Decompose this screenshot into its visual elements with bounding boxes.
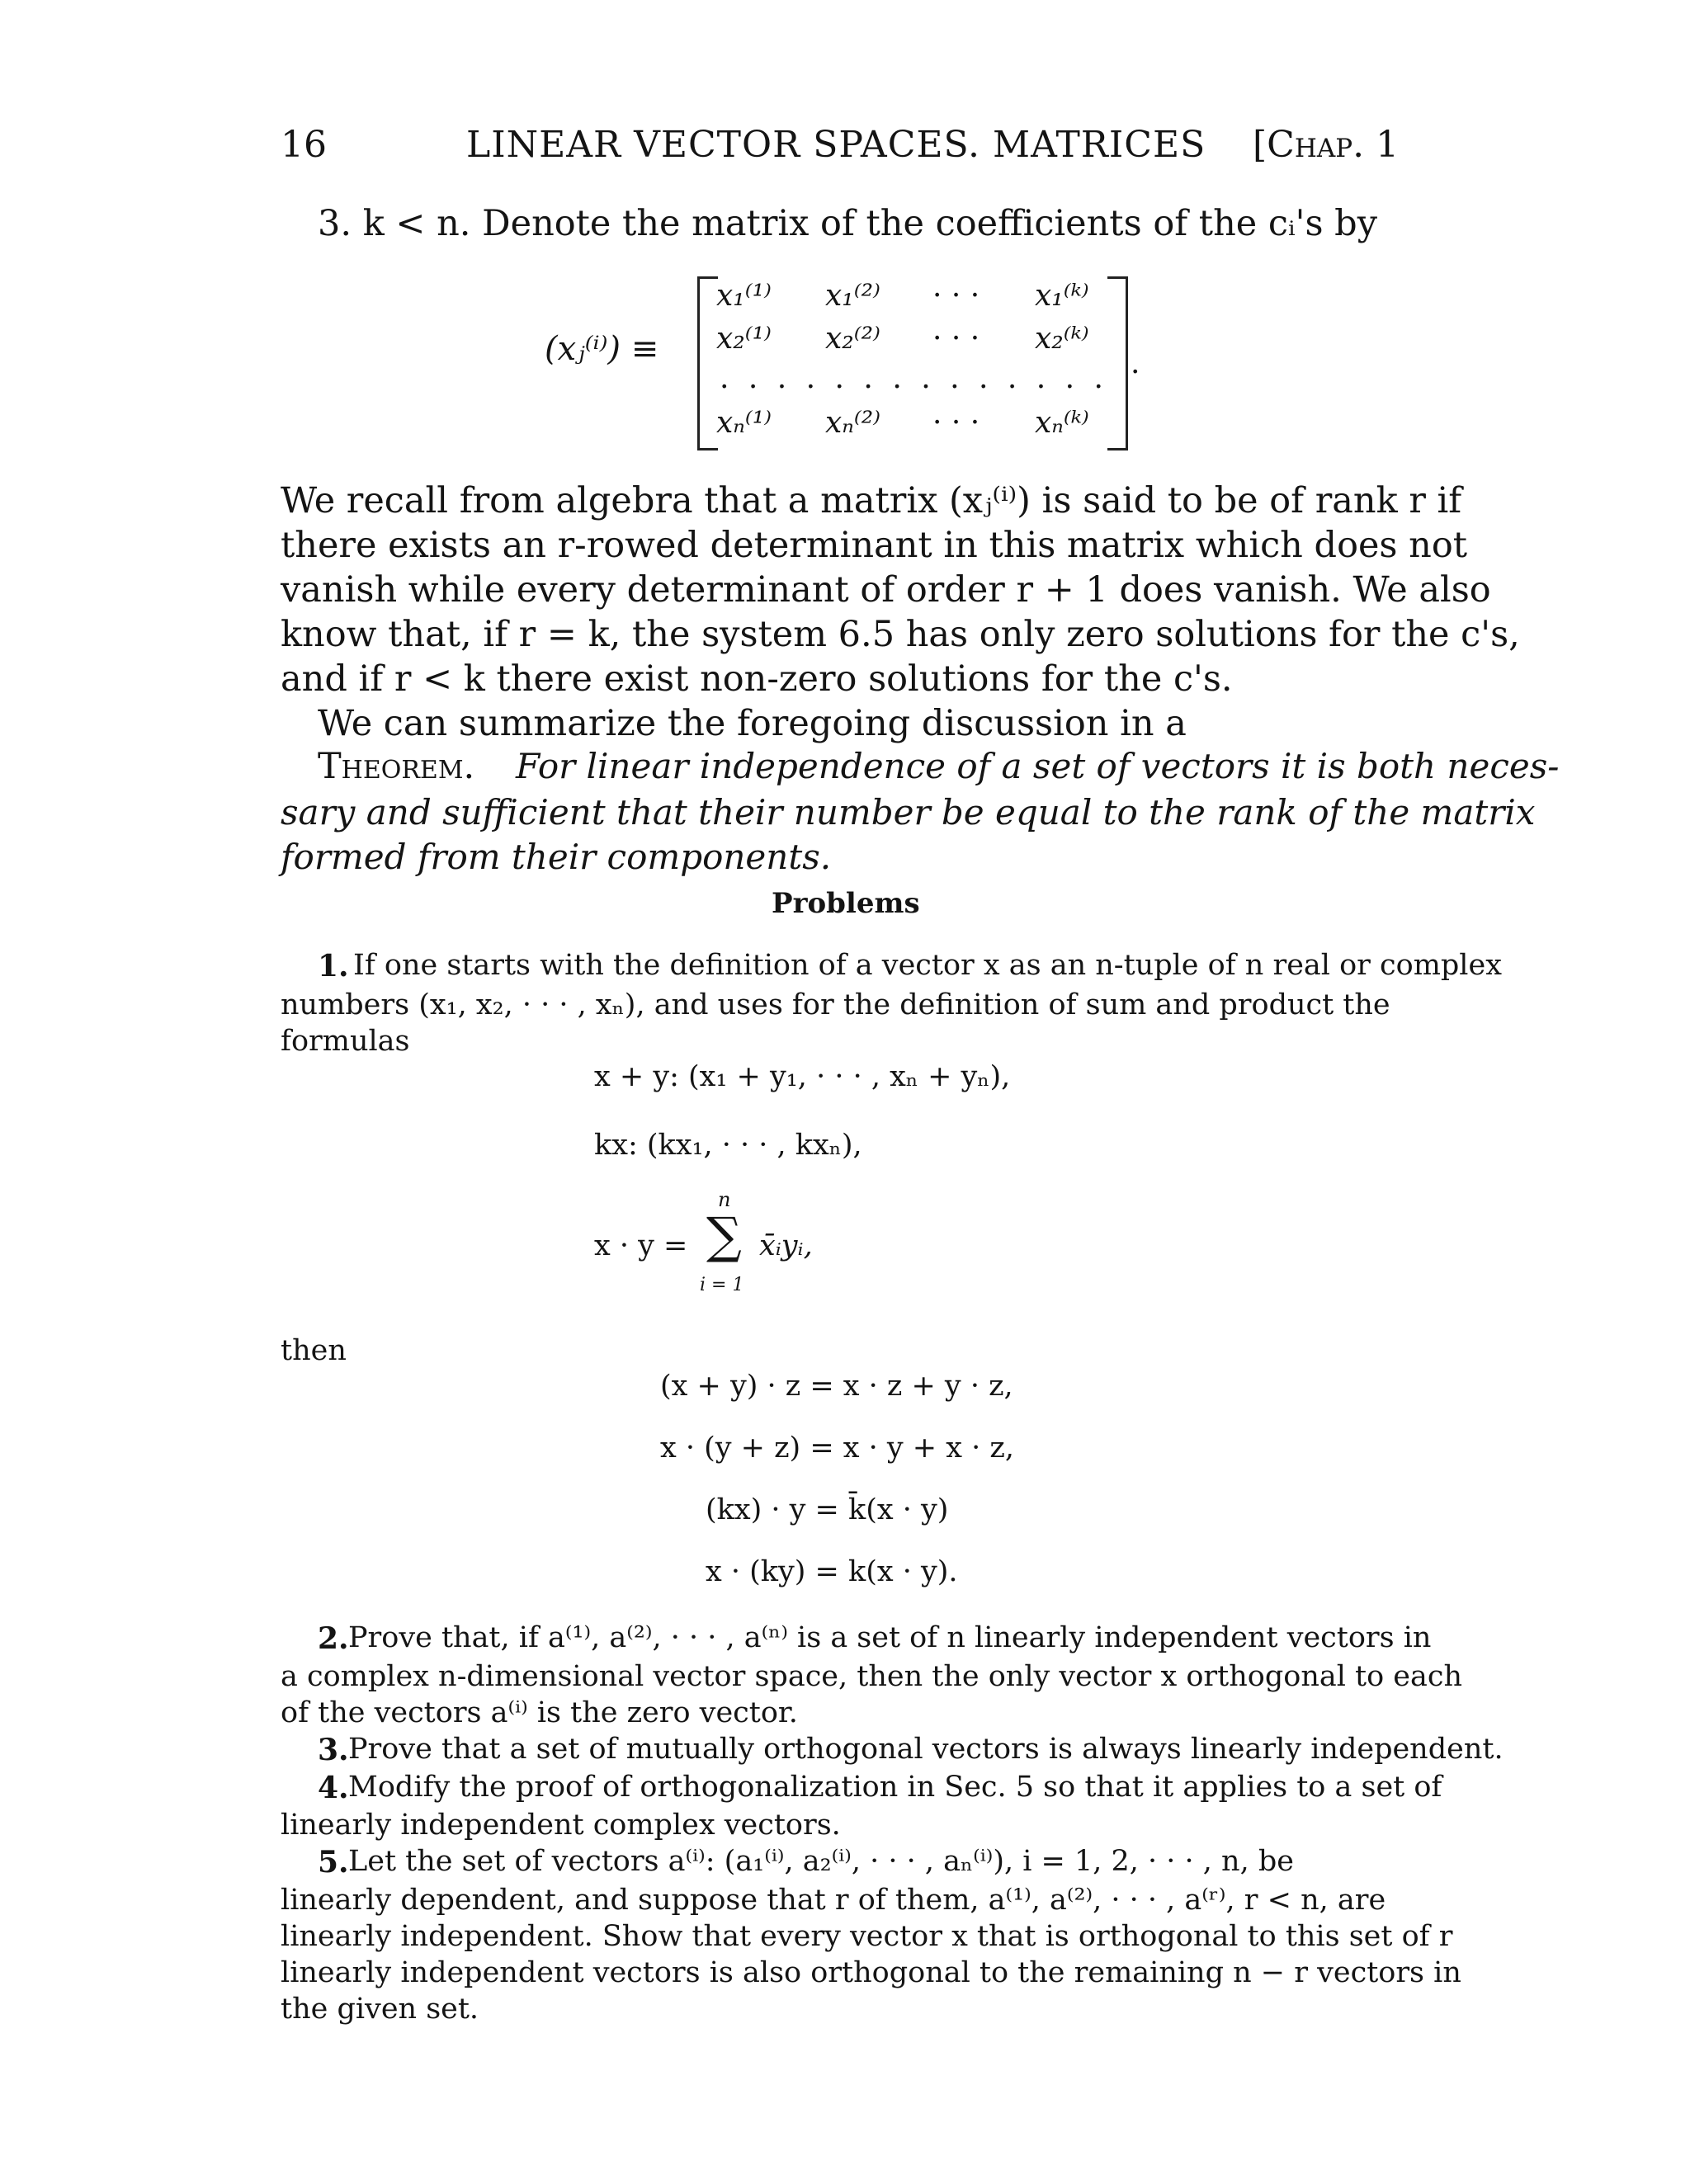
formula-scalar-definition: kx: (kx₁, · · · , kxₙ), bbox=[594, 1129, 862, 1162]
matrix-cell: x₁⁽¹⁾ bbox=[716, 279, 772, 313]
text-line: linearly independent vectors is also orthogonal to the remaining n − r vectors in bbox=[281, 1956, 1461, 1989]
text-line: Let the set of vectors a⁽ⁱ⁾: (a₁⁽ⁱ⁾, a₂⁽ⁱ⁾, · · · , aₙ⁽ⁱ⁾), i = 1, 2, · · · , n, be bbox=[348, 1845, 1294, 1878]
formula-sum-definition: x + y: (x₁ + y₁, · · · , xₙ + yₙ), bbox=[594, 1060, 1011, 1093]
text-line: there exists an r-rowed determinant in this matrix which does not bbox=[281, 525, 1468, 566]
problems-heading: Problems bbox=[772, 887, 920, 920]
matrix-cell: xₙ⁽²⁾ bbox=[825, 406, 881, 440]
sum-lower-limit: i = 1 bbox=[700, 1275, 744, 1295]
text-line: linearly dependent, and suppose that r of them, a⁽¹⁾, a⁽²⁾, · · · , a⁽ʳ⁾, r < n, are bbox=[281, 1884, 1386, 1917]
problem-number: 1. bbox=[318, 949, 349, 984]
problem-number: 5. bbox=[318, 1845, 349, 1880]
text-line: We recall from algebra that a matrix (xⱼ⁽ⁱ⁾) is said to be of rank r if bbox=[281, 480, 1462, 521]
text-line: If one starts with the definition of a vector x as an n-tuple of n real or complex bbox=[353, 949, 1502, 982]
theorem-line: sary and sufficient that their number be equal to the rank of the matrix bbox=[281, 792, 1536, 833]
theorem-line: For linear independence of a set of vectors it is both neces- bbox=[516, 746, 1560, 786]
matrix-cell: xₙ⁽ᵏ⁾ bbox=[1035, 406, 1089, 440]
result-formula: x · (ky) = k(x · y). bbox=[706, 1555, 958, 1588]
result-formula: (x + y) · z = x · z + y · z, bbox=[660, 1370, 1013, 1403]
text-line: a complex n-dimensional vector space, then the only vector x orthogonal to each bbox=[281, 1660, 1463, 1693]
text-line: Prove that a set of mutually orthogonal vectors is always linearly independent. bbox=[348, 1733, 1504, 1766]
problem-number: 2. bbox=[318, 1621, 349, 1656]
matrix-cell: x₁⁽²⁾ bbox=[825, 279, 880, 313]
text-line: vanish while every determinant of order r + 1 does vanish. We also bbox=[281, 569, 1491, 611]
text-line: know that, if r = k, the system 6.5 has only zero solutions for the c's, bbox=[281, 614, 1520, 655]
matrix-cell: x₂⁽¹⁾ bbox=[716, 322, 772, 356]
problem-number: 4. bbox=[318, 1771, 349, 1805]
running-title: LINEAR VECTOR SPACES. MATRICES bbox=[466, 124, 1206, 166]
text-line: Modify the proof of orthogonalization in Sec. 5 so that it applies to a set of bbox=[348, 1771, 1442, 1804]
matrix-cell: x₂⁽²⁾ bbox=[825, 322, 880, 356]
text-line: and if r < k there exist non-zero solutions for the c's. bbox=[281, 658, 1233, 700]
matrix-cell: x₁⁽ᵏ⁾ bbox=[1035, 279, 1089, 313]
case3-intro: 3. k < n. Denote the matrix of the coefficients of the cᵢ's by bbox=[318, 203, 1377, 244]
matrix-cell: x₂⁽ᵏ⁾ bbox=[1035, 322, 1089, 356]
text-line: numbers (x₁, x₂, · · · , xₙ), and uses for the definition of sum and product the bbox=[281, 988, 1390, 1021]
matrix-dots-row: . . . . . . . . . . . . . . bbox=[720, 361, 1108, 395]
matrix-lhs: (xⱼ⁽ⁱ⁾) ≡ bbox=[545, 330, 659, 368]
problem-number: 3. bbox=[318, 1733, 349, 1767]
text-line: linearly independent. Show that every vector x that is orthogonal to this set of r bbox=[281, 1920, 1453, 1953]
text-line: linearly independent complex vectors. bbox=[281, 1809, 841, 1842]
text-line: Prove that, if a⁽¹⁾, a⁽²⁾, · · · , a⁽ⁿ⁾ is a set of n linearly independent vectors in bbox=[348, 1621, 1432, 1654]
sum-upper-limit: n bbox=[718, 1188, 731, 1211]
matrix-right-bracket bbox=[1107, 276, 1128, 450]
page-number: 16 bbox=[281, 124, 327, 166]
formula-dot-lhs: x · y = bbox=[594, 1229, 688, 1262]
matrix-cell: · · · bbox=[932, 279, 980, 313]
theorem-label: Theorem. bbox=[318, 746, 475, 787]
text-line: the given set. bbox=[281, 1993, 479, 2026]
matrix-trailing-period: . bbox=[1131, 347, 1140, 380]
text-line: of the vectors a⁽ⁱ⁾ is the zero vector. bbox=[281, 1696, 798, 1729]
chapter-label: [Chap. 1 bbox=[1253, 124, 1400, 166]
result-formula: (kx) · y = k̄(x · y) bbox=[706, 1493, 949, 1526]
formula-dot-rhs: x̄ᵢyᵢ, bbox=[759, 1229, 813, 1262]
matrix-cell: · · · bbox=[932, 406, 980, 440]
matrix-left-bracket bbox=[697, 276, 718, 450]
result-formula: x · (y + z) = x · y + x · z, bbox=[660, 1432, 1014, 1465]
sum-symbol: ∑ bbox=[706, 1207, 742, 1265]
matrix-cell: · · · bbox=[932, 322, 980, 356]
then-label: then bbox=[281, 1334, 347, 1367]
matrix-cell: xₙ⁽¹⁾ bbox=[716, 406, 772, 440]
summary-line: We can summarize the foregoing discussion in a bbox=[318, 703, 1187, 744]
text-line: formulas bbox=[281, 1025, 410, 1058]
theorem-line: formed from their components. bbox=[281, 837, 832, 877]
